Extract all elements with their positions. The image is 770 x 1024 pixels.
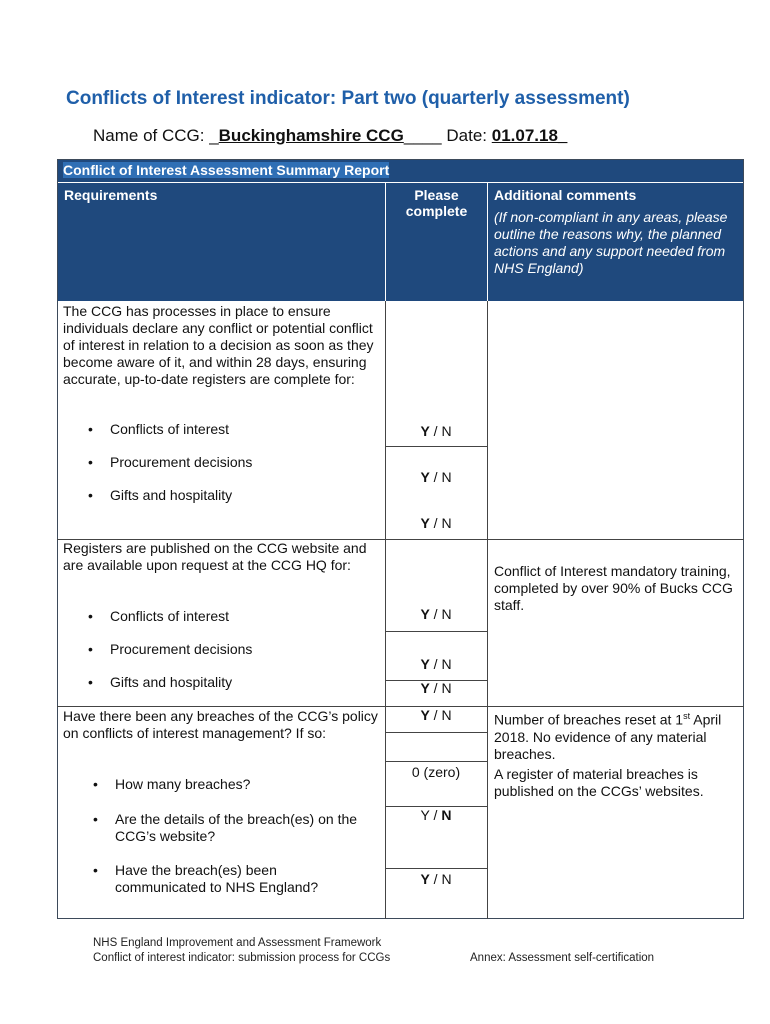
answer-no: / N (429, 469, 452, 485)
comment-superscript: st (683, 711, 691, 721)
section-2-bullet-2: • Procurement decisions (88, 641, 253, 657)
footer-left (93, 936, 390, 966)
answer-no: N (441, 807, 452, 823)
bullet-label: How many breaches? (115, 776, 251, 792)
section-1-bullet-1: • Conflicts of interest (88, 421, 230, 437)
answer-yn[interactable] (386, 871, 486, 887)
page-title: Conflicts of Interest indicator: Part two (quarterly assessment) (66, 88, 630, 109)
column-divider-2 (487, 301, 488, 919)
date-label: Date: (446, 126, 488, 145)
bullet-label: Procurement decisions (110, 454, 253, 470)
answer-yn[interactable] (386, 469, 486, 485)
bullet-label: Gifts and hospitality (110, 674, 233, 690)
cell-divider-e (385, 761, 487, 762)
comment-text: Number of breaches reset at 1 (494, 711, 684, 728)
section-3-comment-1 (494, 708, 740, 763)
answer-yes: Y (420, 606, 430, 622)
answer-no: / N (429, 707, 452, 723)
answer-no: / N (429, 871, 452, 887)
bullet-label: Procurement decisions (110, 641, 253, 657)
cell-divider-g (385, 868, 487, 869)
answer-no: / N (429, 606, 452, 622)
ccg-name-label: Name of CCG: _ (93, 126, 219, 145)
answer-yn[interactable] (386, 423, 486, 439)
answer-no: / N (429, 656, 452, 672)
answer-yes: Y (420, 707, 430, 723)
answer-yn[interactable] (386, 515, 486, 531)
section-2-text: Registers are published on the CCG website and are available upon request at the CCG HQ for: (63, 540, 367, 573)
footer-annex: Annex: Assessment self-certification (470, 952, 655, 964)
answer-yn[interactable] (386, 707, 486, 723)
answer-yn[interactable] (386, 606, 486, 622)
cell-divider-b (385, 631, 487, 632)
bullet-label: Conflicts of interest (110, 421, 230, 437)
section-2-bullet-1: • Conflicts of interest (88, 608, 230, 624)
cell-divider-d (385, 732, 487, 733)
answer-yes: Y (420, 656, 430, 672)
answer-yn[interactable] (386, 807, 486, 823)
answer-yes: Y (420, 680, 430, 696)
answer-yn[interactable] (386, 680, 486, 696)
header-please-complete-label: Please complete (405, 187, 468, 219)
answer-yes: Y / (420, 807, 442, 823)
section-1-text: The CCG has processes in place to ensure individuals declare any conflict or potential conflict of interest in relation to a decision as soon as they become aware of it, and within 28 days, ensuring accurate, up-to-date registers are complete for: (63, 303, 374, 387)
section-3-bullet-1: • How many breaches? (93, 776, 251, 792)
answer-yes: Y (420, 515, 430, 531)
ccg-name-line (93, 126, 567, 146)
footer-line-1: NHS England Improvement and Assessment Framework (93, 937, 382, 949)
bullet-label: Are the details of the breach(es) on the CCG’s website? (115, 811, 358, 844)
section-1-bullet-2: • Procurement decisions (88, 454, 253, 470)
header-comments-note: (If non-compliant in any areas, please outline the reasons why, the planned actions and any support needed from NHS England) (494, 209, 728, 276)
header-comments-label: Additional comments (494, 187, 637, 203)
ccg-name-pad: ____ (403, 126, 442, 145)
bullet-label: Have the breach(es) been communicated to NHS England? (115, 862, 319, 895)
answer-yes: Y (420, 871, 430, 887)
answer-yn[interactable] (386, 656, 486, 672)
answer-no: / N (429, 515, 452, 531)
section-3-bullet-3: • Have the breach(es) been communicated to NHS England? (93, 862, 319, 895)
answer-no: / N (429, 423, 452, 439)
answer-yes: Y (420, 423, 430, 439)
section-3-text: Have there been any breaches of the CCG’s policy on conflicts of interest management? If so: (63, 708, 378, 741)
answer-yes: Y (420, 469, 430, 485)
date-value: 01.07.18_ (491, 126, 568, 145)
header-please-complete (386, 183, 487, 301)
ccg-name-value: Buckinghamshire CCG (218, 126, 404, 145)
section-3-comment-2: A register of material breaches is published on the CCGs’ websites. (494, 766, 704, 799)
report-title: Conflict of Interest Assessment Summary Report (63, 162, 390, 178)
cell-divider-a (385, 446, 487, 447)
section-1-bullet-3: • Gifts and hospitality (88, 487, 233, 503)
header-additional-comments (488, 183, 743, 301)
header-requirements-label: Requirements (64, 187, 158, 203)
breach-count-value[interactable]: 0 (zero) (411, 764, 461, 780)
answer-no: / N (429, 680, 452, 696)
header-requirements (58, 183, 385, 301)
section-3-bullet-2: • Are the details of the breach(es) on the CCG’s website? (93, 811, 358, 844)
bullet-label: Conflicts of interest (110, 608, 230, 624)
section-2-bullet-3: • Gifts and hospitality (88, 674, 233, 690)
section-2-comment: Conflict of Interest mandatory training, completed by over 90% of Bucks CCG staff. (494, 563, 733, 613)
comment-text: April 2018. No evidence of any material breaches. (494, 711, 722, 762)
report-title-band (58, 160, 743, 182)
footer-line-2: Conflict of interest indicator: submission process for CCGs (93, 952, 391, 964)
bullet-label: Gifts and hospitality (110, 487, 233, 503)
